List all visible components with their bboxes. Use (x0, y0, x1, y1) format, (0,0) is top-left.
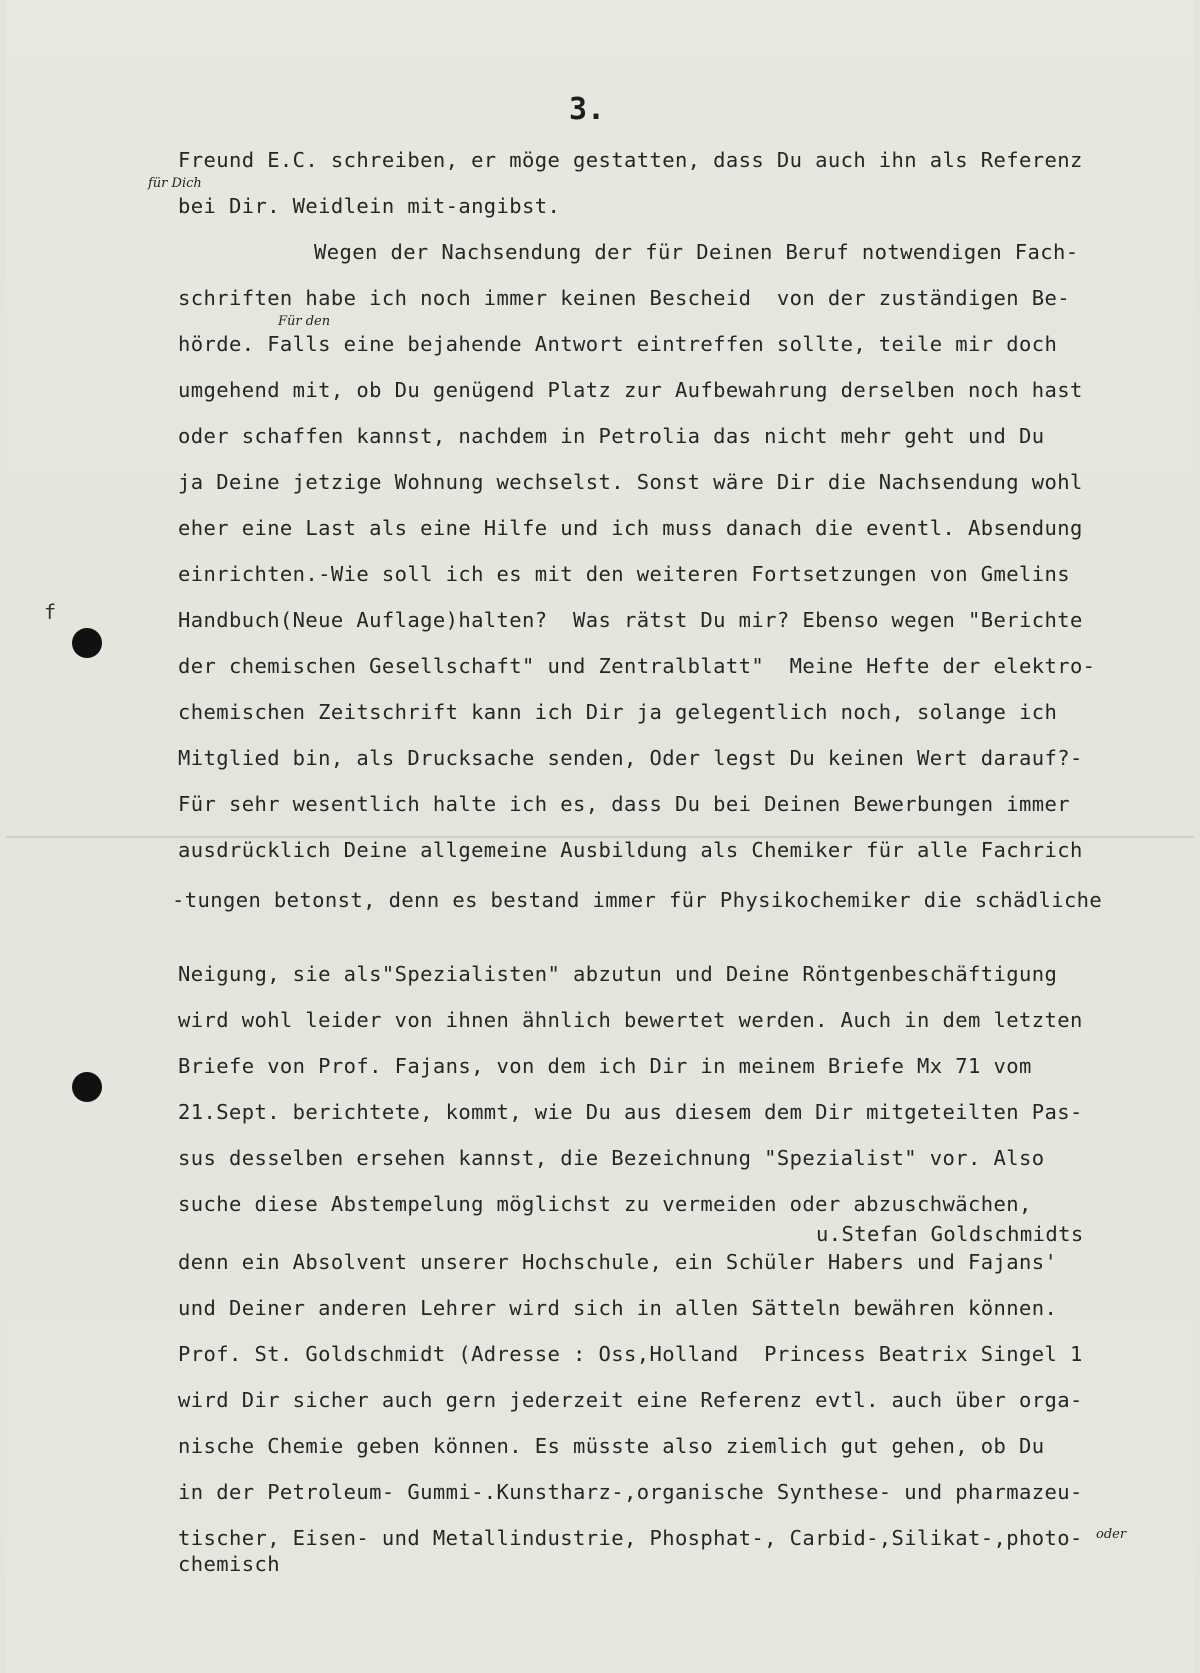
text-line: suche diese Abstempelung möglichst zu vermeiden oder abzuschwächen, (178, 1192, 1032, 1216)
text-line: Briefe von Prof. Fajans, von dem ich Dir in meinem Briefe Mx 71 vom (178, 1054, 1032, 1078)
text-line: oder schaffen kannst, nachdem in Petrolia das nicht mehr geht und Du (178, 424, 1045, 448)
text-line: hörde. Falls eine bejahende Antwort eintreffen sollte, teile mir doch (178, 332, 1058, 356)
text-line: Handbuch(Neue Auflage)halten? Was rätst Du mir? Ebenso wegen "Berichte (178, 608, 1083, 632)
handwritten-annotation-oder: oder (1096, 1527, 1127, 1542)
text-line: eher eine Last als eine Hilfe und ich muss danach die eventl. Absendung (178, 516, 1083, 540)
text-line: schriften habe ich noch immer keinen Bescheid von der zuständigen Be- (178, 286, 1070, 310)
text-line: -tungen betonst, denn es bestand immer für Physikochemiker die schädliche (172, 888, 1103, 912)
text-line: chemisch (178, 1552, 280, 1576)
text-line: denn ein Absolvent unserer Hochschule, ein Schüler Habers und Fajans' (178, 1250, 1058, 1274)
letter-page (6, 0, 1194, 1673)
punch-hole-top (72, 628, 102, 658)
text-line: Wegen der Nachsendung der für Deinen Beruf notwendigen Fach- (314, 240, 1079, 264)
text-line: der chemischen Gesellschaft" und Zentralblatt" Meine Hefte der elektro- (178, 654, 1096, 678)
text-line: und Deiner anderen Lehrer wird sich in allen Sätteln bewähren können. (178, 1296, 1058, 1320)
text-line: chemischen Zeitschrift kann ich Dir ja gelegentlich noch, solange ich (178, 700, 1058, 724)
page-number: 3. (569, 92, 606, 127)
text-line: Für sehr wesentlich halte ich es, dass Du bei Deinen Bewerbungen immer (178, 792, 1070, 816)
handwritten-annotation-fuer-den: Für den (278, 314, 331, 329)
handwritten-annotation-fuer-dich: für Dich (148, 176, 202, 191)
text-line: ausdrücklich Deine allgemeine Ausbildung als Chemiker für alle Fachrich (178, 838, 1083, 862)
text-line: in der Petroleum- Gummi-.Kunstharz-,organische Synthese- und pharmazeu- (178, 1480, 1083, 1504)
text-line: 21.Sept. berichtete, kommt, wie Du aus diesem dem Dir mitgeteilten Pas- (178, 1100, 1083, 1124)
text-line: u.Stefan Goldschmidts (816, 1222, 1084, 1246)
text-line: einrichten.-Wie soll ich es mit den weiteren Fortsetzungen von Gmelins (178, 562, 1070, 586)
text-line: wird Dir sicher auch gern jederzeit eine Referenz evtl. auch über orga- (178, 1388, 1083, 1412)
margin-mark: f (44, 600, 57, 624)
text-line: bei Dir. Weidlein mit-angibst. (178, 194, 561, 218)
text-line: nische Chemie geben können. Es müsste also ziemlich gut gehen, ob Du (178, 1434, 1045, 1458)
text-line: Mitglied bin, als Drucksache senden, Oder legst Du keinen Wert darauf?- (178, 746, 1083, 770)
text-line: ja Deine jetzige Wohnung wechselst. Sonst wäre Dir die Nachsendung wohl (178, 470, 1083, 494)
text-line: Prof. St. Goldschmidt (Adresse : Oss,Holland Princess Beatrix Singel 1 (178, 1342, 1083, 1366)
text-line: umgehend mit, ob Du genügend Platz zur Aufbewahrung derselben noch hast (178, 378, 1083, 402)
text-line: tischer, Eisen- und Metallindustrie, Phosphat-, Carbid-,Silikat-,photo- (178, 1526, 1083, 1550)
punch-hole-bottom (72, 1072, 102, 1102)
text-line: Freund E.C. schreiben, er möge gestatten, dass Du auch ihn als Referenz (178, 148, 1083, 172)
text-line: Neigung, sie als"Spezialisten" abzutun und Deine Röntgenbeschäftigung (178, 962, 1058, 986)
text-line: sus desselben ersehen kannst, die Bezeichnung "Spezialist" vor. Also (178, 1146, 1045, 1170)
text-line: wird wohl leider von ihnen ähnlich bewertet werden. Auch in dem letzten (178, 1008, 1083, 1032)
